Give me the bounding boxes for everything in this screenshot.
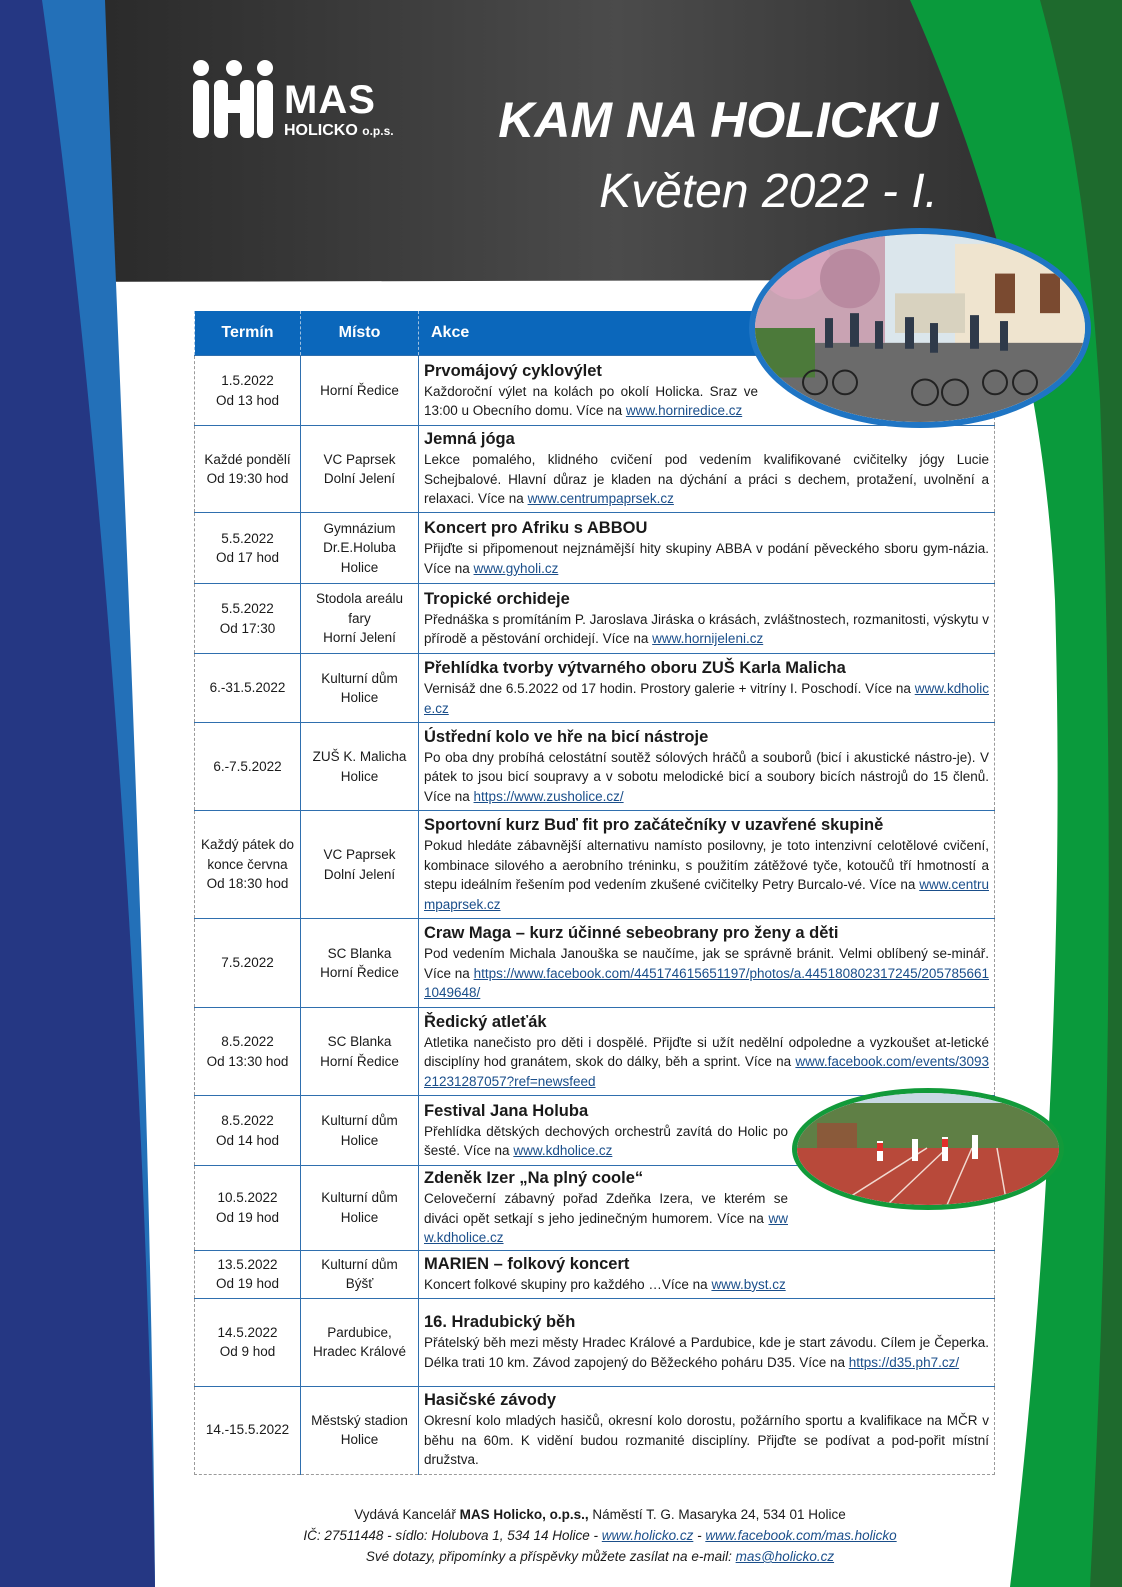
event-description: Přehlídka dětských dechových orchestrů zavítá do Holic po šesté. Více na (424, 1123, 788, 1158)
event-date-line: konce června (207, 856, 288, 872)
logo-suffix: o.p.s. (362, 124, 394, 138)
event-title: Jemná jóga (424, 430, 515, 449)
event-place-line: Hradec Králové (312, 1344, 407, 1359)
table-row (195, 723, 995, 811)
event-date-line: 13.5.2022 (217, 1256, 278, 1272)
event-link[interactable]: https://www.zusholice.cz/ (473, 788, 624, 804)
footer (230, 1504, 970, 1567)
event-date-line: 14.5.2022 (217, 1324, 278, 1340)
event-date (195, 1298, 301, 1386)
table-row (195, 426, 995, 513)
event-place-line: Kulturní dům (321, 1113, 398, 1128)
event-details (419, 1298, 995, 1386)
event-place (301, 356, 419, 426)
event-date (195, 584, 301, 654)
event-link[interactable]: www.gyholi.cz (473, 560, 559, 576)
event-description: Vernisáž dne 6.5.2022 od 17 hodin. Prostory galerie + vitríny I. Poschodí. Více na (424, 681, 911, 696)
event-place-line: Holice (340, 1132, 379, 1148)
event-date-line: 5.5.2022 (221, 530, 274, 546)
event-place-line: Gymnázium (323, 520, 396, 536)
event-date (195, 1008, 301, 1096)
event-place-line: Horní Jelení (323, 630, 396, 646)
event-place (301, 1386, 419, 1474)
event-date (195, 513, 301, 584)
event-date-line: Každé pondělí (204, 451, 291, 467)
header-date: Termín (195, 311, 301, 356)
event-title: Ústřední kolo ve hře na bicí nástroje (424, 727, 709, 746)
header-event: Akce (419, 311, 995, 356)
event-place-line: Holice (340, 1209, 379, 1225)
event-place-line: Holice (340, 1432, 379, 1447)
event-date-line: 1.5.2022 (221, 373, 274, 388)
event-link[interactable]: www.centrumpaprsek.cz (424, 877, 989, 912)
event-title: 16. Hradubický běh (424, 1313, 576, 1331)
event-date-line: 5.5.2022 (221, 601, 274, 616)
event-place (301, 723, 419, 811)
event-place (301, 1008, 419, 1096)
event-place (301, 1250, 419, 1298)
event-description: Celovečerní zábavný pořad Zdeňka Izera, ve kterém se diváci opět setkají s jeho jedinečným humorem. Více na (424, 1191, 788, 1226)
event-place-line: VC Paprsek (323, 451, 396, 467)
footer-publisher-label: Vydává Kancelář (354, 1507, 456, 1522)
event-place (301, 919, 419, 1008)
footer-facebook-link[interactable]: www.facebook.com/mas.holicko (705, 1528, 897, 1543)
event-place-line: Horní Ředice (320, 965, 399, 980)
event-date-line: Od 13 hod (215, 392, 280, 408)
event-details (419, 1250, 995, 1298)
event-title: Tropické orchideje (424, 589, 570, 608)
footer-publisher-address: Náměstí T. G. Masaryka 24, 534 01 Holice (592, 1507, 846, 1522)
events-table (194, 311, 995, 1475)
event-description: Pokud hledáte zábavnější alternativu namísto posilovny, je toto intenzivní celotělové cvičení, kombinace silového a aerobního tréninku, s použitím zátěžové tyče, kotoučů tří hmotností a stepu ideálním řešením pod vedením zkušené cvičitelky Petry Burcalo-vé. Více na (424, 838, 989, 892)
event-link[interactable]: www.hornijeleni.cz (652, 631, 764, 646)
logo-name: MAS (284, 78, 376, 122)
logo-ihi-mark (192, 58, 276, 142)
table-row (195, 919, 995, 1008)
event-description: Koncert folkové skupiny pro každého …Více na (424, 1276, 708, 1292)
event-title: Zdeněk Izer „Na plný coole“ (424, 1169, 644, 1187)
table-row (195, 1386, 995, 1474)
logo-sub-text: HOLICKO (284, 122, 358, 139)
event-place (301, 654, 419, 723)
event-place-line: Dolní Jelení (323, 471, 396, 486)
event-place-line: ZUŠ K. Malicha (312, 749, 407, 764)
event-details (419, 513, 995, 584)
event-date (195, 426, 301, 513)
event-date-line: Od 17 hod (215, 550, 280, 565)
event-title: Craw Maga – kurz účinné sebeobrany pro ženy a děti (424, 924, 839, 943)
event-description: Lekce pomalého, klidného cvičení pod vedením kvalifikované cvičitelky jógy Lucie Schejbalové. Hlavní důraz je kladen na dýchání a práci s dechem, protažení, uvolnění a relaxaci. Více na (424, 452, 989, 507)
event-link[interactable]: https://d35.ph7.cz/ (848, 1354, 960, 1370)
event-description: Přednáška s promítáním P. Jaroslava Jiráska o krásách, zvláštnostech, rozmanitosti, výskytu v přírodě a pěstování orchidejí. Více na (424, 611, 989, 646)
event-place (301, 1298, 419, 1386)
footer-publisher-name: MAS Holicko, o.p.s., (459, 1507, 589, 1522)
footer-email-link[interactable]: mas@holicko.cz (735, 1549, 835, 1564)
event-place (301, 811, 419, 919)
event-title: Přehlídka tvorby výtvarného oboru ZUŠ Karla Malicha (424, 659, 846, 677)
event-place-line: SC Blanka (327, 945, 392, 961)
event-place (301, 1166, 419, 1251)
event-title: Ředický atleťák (424, 1012, 547, 1031)
event-place-line: Holice (340, 559, 379, 575)
event-title: MARIEN – folkový koncert (424, 1254, 630, 1273)
event-place-line: fary (348, 610, 371, 626)
event-title: Sportovní kurz Buď fit pro začátečníky v uzavřené skupině (424, 816, 884, 834)
table-row (195, 654, 995, 723)
event-details (419, 811, 995, 919)
event-date-line: 6.-7.5.2022 (213, 758, 282, 774)
event-date (195, 1386, 301, 1474)
event-details (419, 654, 995, 723)
event-date-line: Od 14 hod (215, 1132, 280, 1148)
table-row (195, 1008, 995, 1096)
event-place (301, 1096, 419, 1166)
athletics-track-photo (792, 1088, 1064, 1210)
event-description: Přijďte si připomenout nejznámější hity skupiny ABBA v podání pěveckého sboru gym-názia. Více na (424, 541, 989, 576)
event-date-line: Od 13:30 hod (206, 1053, 289, 1069)
event-place-line: Pardubice, (327, 1324, 392, 1340)
event-date-line: Od 19 hod (215, 1276, 280, 1291)
event-place (301, 513, 419, 584)
event-place-line: Dolní Jelení (323, 866, 396, 882)
footer-separator: - (693, 1528, 706, 1543)
event-details (419, 584, 995, 654)
event-title: Prvomájový cyklovýlet (424, 361, 602, 380)
event-place-line: VC Paprsek (323, 847, 396, 862)
event-date (195, 919, 301, 1008)
event-details (419, 919, 995, 1008)
event-link[interactable]: https://www.facebook.com/445174615651197/photos/a.445180802317245/2057856611049648/ (424, 965, 989, 1001)
event-place-line: Horní Ředice (320, 382, 399, 398)
event-description: Každoroční výlet na kolách po okolí Holicka. Sraz ve 13:00 u Obecního domu. Více na (424, 383, 758, 418)
event-place-line: Kulturní dům (321, 670, 398, 686)
table-row (195, 1298, 995, 1386)
event-date (195, 1096, 301, 1166)
page-title: KAM NA HOLICKU (498, 92, 938, 148)
event-place-line: Holice (340, 690, 379, 705)
event-description: Po oba dny probíhá celostátní soutěž sólových hráčů a souborů (bicí i akustické nástro-je). V pátek to jsou bicí soupravy a v sobotu melodické bicí a soubory bicích nástrojů do 15 členů. Více na (424, 749, 989, 804)
table-row (195, 584, 995, 654)
event-date (195, 356, 301, 426)
header-place: Místo (301, 311, 419, 356)
event-date-line: Každý pátek do (200, 837, 295, 853)
footer-email-label: Své dotazy, připomínky a příspěvky můžete zasílat na e-mail: (365, 1549, 732, 1564)
table-row (195, 1250, 995, 1298)
table-row (195, 513, 995, 584)
event-place-line: Holice (340, 768, 379, 784)
event-place-line: Kulturní dům (321, 1190, 398, 1206)
event-title: Hasičské závody (424, 1391, 557, 1410)
event-date (195, 1166, 301, 1251)
event-place-line: Býšť (345, 1276, 374, 1291)
cycling-group-photo (749, 228, 1091, 428)
event-link[interactable]: www.kdholice.cz (513, 1143, 613, 1158)
table-row (195, 811, 995, 919)
event-date-line: 8.5.2022 (221, 1113, 274, 1128)
event-date-line: 6.-31.5.2022 (209, 680, 286, 696)
footer-ico: IČ: 27511448 - sídlo: Holubova 1, 534 14 Holice - (303, 1528, 599, 1543)
event-date-line: 8.5.2022 (221, 1034, 274, 1049)
event-date-line: 14.-15.5.2022 (205, 1422, 290, 1438)
event-date-line: Od 17:30 (219, 620, 276, 636)
event-place-line: Horní Ředice (320, 1053, 399, 1069)
event-details (419, 723, 995, 811)
event-title: Koncert pro Afriku s ABBOU (424, 519, 648, 537)
event-link[interactable]: www.byst.cz (711, 1276, 786, 1292)
mas-holicko-logo (192, 58, 442, 142)
event-date (195, 1250, 301, 1298)
event-link[interactable]: www.kdholice.cz (424, 1210, 788, 1245)
footer-line-publisher (230, 1504, 970, 1525)
event-place-line: Kulturní dům (321, 1256, 398, 1272)
event-date (195, 654, 301, 723)
logo-subtitle (284, 122, 394, 140)
event-place (301, 426, 419, 513)
event-link[interactable]: www.horniredice.cz (625, 403, 743, 418)
event-description: Pod vedením Michala Janouška se naučíme, jak se správně bránit. Velmi oblíbený se-minář. Více na (424, 946, 989, 981)
event-place-line: Městský stadion (311, 1412, 408, 1428)
event-details (419, 1386, 995, 1474)
event-place (301, 584, 419, 654)
footer-web-link[interactable]: www.holicko.cz (601, 1528, 694, 1543)
event-date-line: Od 18:30 hod (206, 876, 289, 892)
footer-line-email (230, 1546, 970, 1567)
event-description: Atletika nanečisto pro děti i dospělé. Přijďte si užít nedělní odpoledne a vyzkoušet at-letické disciplíny hod granátem, skok do dálky, běh a sprint. Více na (424, 1034, 989, 1070)
event-place-line: SC Blanka (327, 1034, 392, 1049)
event-date (195, 723, 301, 811)
event-link[interactable]: www.kdholice.cz (424, 681, 989, 716)
event-place-line: Dr.E.Holuba (323, 540, 396, 556)
event-place-line: Stodola areálu (315, 591, 404, 607)
event-description: Okresní kolo mladých hasičů, okresní kolo dorostu, požárního sportu a kvalifikace na MČR v běhu na 60m. K vidění budou rozmanité disciplíny. Přijďte se podívat a pod-pořit místní družstva. (424, 1413, 989, 1468)
event-date-line: Od 9 hod (219, 1344, 276, 1359)
event-date-line: Od 19:30 hod (206, 471, 289, 486)
event-date-line: Od 19 hod (215, 1209, 280, 1225)
event-date-line: 10.5.2022 (217, 1190, 278, 1206)
event-link[interactable]: www.facebook.com/events/309321231287057?ref=newsfeed (424, 1054, 989, 1089)
event-details (419, 426, 995, 513)
footer-line-contact (230, 1525, 970, 1546)
event-details (419, 1008, 995, 1096)
event-title: Festival Jana Holuba (424, 1101, 589, 1120)
event-date (195, 811, 301, 919)
event-link[interactable]: www.centrumpaprsek.cz (527, 491, 674, 507)
event-date-line: 7.5.2022 (221, 955, 274, 971)
page-subtitle: Květen 2022 - I. (599, 165, 938, 218)
event-description: Přátelský běh mezi městy Hradec Králové a Pardubice, kde je start závodu. Cílem je Čeperka. Délka trati 10 km. Závod zapojený do Běžeckého poháru D35. Více na (424, 1335, 989, 1370)
